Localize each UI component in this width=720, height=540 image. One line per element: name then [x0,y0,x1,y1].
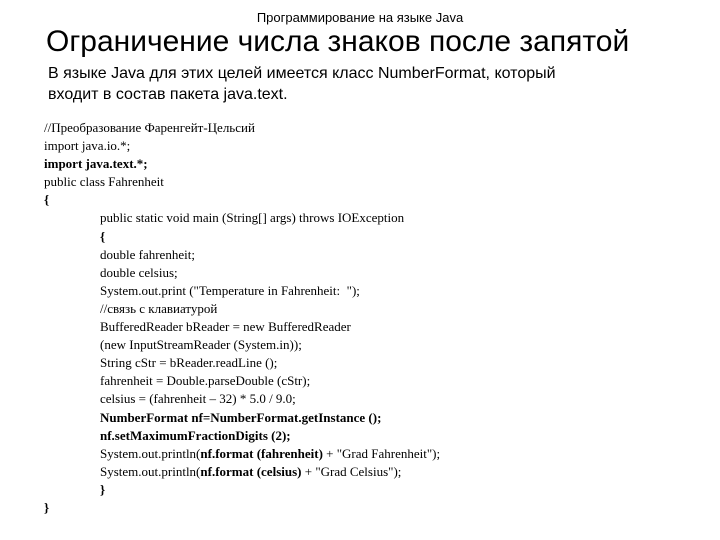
code-line-println-fahrenheit [44,445,704,463]
code-println-suffix: + "Grad Fahrenheit"); [322,445,441,461]
code-println-format-fahrenheit: nf.format (fahrenheit) [200,445,323,461]
slide-title: Ограничение числа знаков после запятой [46,25,630,58]
code-line-setmaxdigits [44,427,704,445]
code-class-close-brace-bold: } [44,499,50,515]
code-println-prefix: System.out.println( [100,463,201,479]
code-println-suffix: + "Grad Celsius"); [301,463,402,479]
code-line-fahrenheit-decl: double fahrenheit; [100,246,195,262]
code-line-bufferedreader: BufferedReader bReader = new BufferedReader [100,319,351,335]
code-main-close-brace-bold: } [100,481,106,497]
code-class-open-brace [44,191,704,209]
code-class-open-brace-bold: { [44,192,50,208]
code-line-setmaxdigits-bold: nf.setMaximumFractionDigits (2); [100,427,291,443]
code-import-text [44,155,704,173]
code-class-declaration: public class Fahrenheit [44,174,164,190]
code-line-println-celsius [44,463,704,481]
code-line-readline: String cStr = bReader.readLine (); [100,355,278,371]
code-line-numberformat [44,409,704,427]
intro-line-2: входит в состав пакета java.text. [48,86,288,103]
code-main-close-brace [44,481,704,499]
code-listing [44,119,704,517]
code-line-keyboard-comment: //связь с клавиатурой [100,300,218,316]
code-line-numberformat-bold: NumberFormat nf=NumberFormat.getInstance (); [100,409,382,425]
code-line-parsedouble: fahrenheit = Double.parseDouble (cStr); [100,373,311,389]
code-line-inputstreamreader: (new InputStreamReader (System.in)); [100,337,302,353]
intro-text [48,63,668,105]
code-import-io: import java.io.*; [44,138,131,154]
code-comment-line: //Преобразование Фаренгейт-Цельсий [44,120,255,135]
code-line-print-prompt: System.out.print ("Temperature in Fahrenheit: "); [100,282,360,298]
code-line-celsius-calc: celsius = (fahrenheit – 32) * 5.0 / 9.0; [100,391,296,407]
code-import-text-bold: import java.text.*; [44,156,148,172]
code-println-prefix: System.out.println( [100,445,201,461]
code-main-open-brace-bold: { [100,228,106,244]
slide-header: Программирование на языке Java [256,10,464,25]
intro-line-1: В языке Java для этих целей имеется класс NumberFormat, который [48,65,556,82]
code-println-format-celsius: nf.format (celsius) [200,463,302,479]
code-class-close-brace [44,499,704,517]
code-main-open-brace [44,228,704,246]
code-line-celsius-decl: double celsius; [100,264,178,280]
code-main-signature: public static void main (String[] args) throws IOException [100,210,405,226]
